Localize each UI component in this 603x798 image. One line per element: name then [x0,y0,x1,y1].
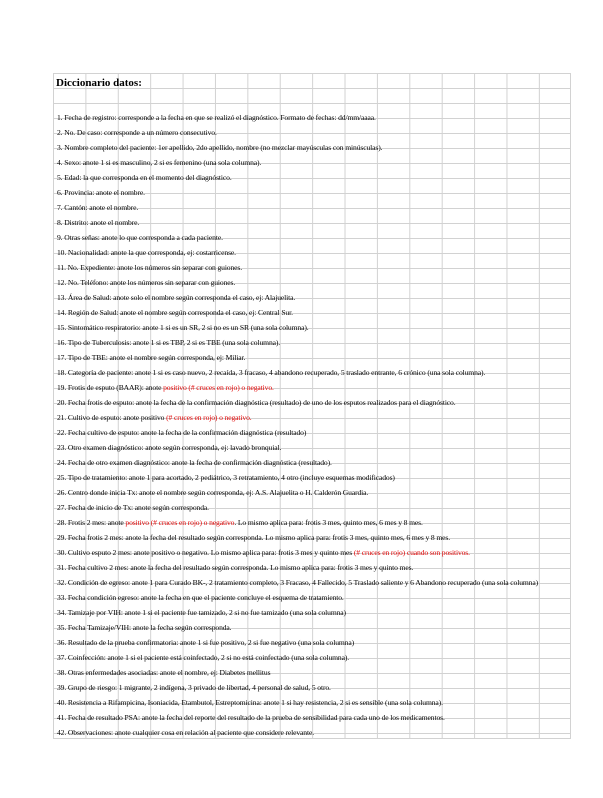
row-text: 42. Observaciones: anote cualquier cosa en relación al paciente que considere relevante. [57,728,314,737]
dictionary-row [53,620,571,635]
row-text: 5. Edad: la que corresponda en el momento del diagnóstico. [57,173,232,182]
dictionary-row [53,560,571,575]
row-text: 19. Frotis de esputo (BAAR): anote [57,383,164,392]
row-text: 10. Nacionalidad: anote la que corresponda, ej: costarricense. [57,248,236,257]
dictionary-row [53,695,571,710]
row-text: 14. Región de Salud: anote el nombre según corresponda el caso, ej: Central Sur. [57,308,293,317]
row-text: 32. Condición de egreso: anote 1 para Curado BK-, 2 tratamiento completo, 3 Fracaso, 4 Fallecido, 5 Traslado saliente y 6 Abandono recuperado (una sola columna) [57,578,539,587]
row-text: 39. Grupo de riesgo: 1 migrante, 2 indígena, 3 privado de libertad, 4 personal de salud, 5 otro. [57,683,331,692]
dictionary-row [53,410,571,425]
dictionary-row [53,170,571,185]
row-text: 11. No. Expediente: anote los números sin separar con guiones. [57,263,243,272]
dictionary-row [53,260,571,275]
dictionary-row [53,335,571,350]
dictionary-row [53,590,571,605]
row-text: 41. Fecha de resultado PSA: anote la fecha del reporte del resultado de la prueba de sensibilidad para cada uno de los medicamentos. [57,713,445,722]
dictionary-row [53,455,571,470]
row-text: 27. Fecha de inicio de Tx: anote según corresponda. [57,503,209,512]
dictionary-row [53,545,571,560]
row-text: 34. Tamizaje por VIH: anote 1 si el paciente fue tamizado, 2 si no fue tamizado (una sola columna) [57,608,346,617]
row-text: 2. No. De caso: corresponde a un número consecutivo. [57,128,217,137]
row-text: 35. Fecha Tamizaje/VIH: anote la fecha según corresponda. [57,623,232,632]
dictionary-row [53,215,571,230]
dictionary-row [53,530,571,545]
dictionary-row [53,245,571,260]
row-text: 26. Centro donde inicia Tx: anote el nombre según corresponda, ej: A.S. Alajuelita o H. Calderón Guardia. [57,488,369,497]
row-text: 7. Cantón: anote el nombre. [57,203,139,212]
dictionary-row [53,200,571,215]
dictionary-row [53,380,571,395]
dictionary-row [53,500,571,515]
row-text: 29. Fecha frotis 2 mes: anote la fecha del resultado según corresponda. Lo mismo aplica para: frotis 3 mes, quinto mes, 6 mes y 8 mes. [57,533,451,542]
dictionary-row [53,230,571,245]
dictionary-row [53,470,571,485]
row-text: 15. Sintomático respiratorio: anote 1 si es un SR, 2 si no es un SR (una sola columna). [57,323,309,332]
row-text: 12. No. Teléfono: anote los números sin separar con guiones. [57,278,236,287]
dictionary-row [53,650,571,665]
row-text: 25. Tipo de tratamiento: anote 1 para acortado, 2 pediátrico, 3 retratamiento, 4 otro (incluye esquemas modificados) [57,473,395,482]
row-text: 38. Otras enfermedades asociadas: anote el nombre, ej: Diabetes mellitus [57,668,271,677]
highlighted-text: (# cruces en rojo) o negativo. [166,413,252,422]
dictionary-row [53,110,571,125]
spreadsheet-grid [53,73,571,739]
row-text: 21. Cultivo de esputo: anote positivo [57,413,167,422]
row-text: 20. Fecha frotis de esputo: anote la fecha de la confirmación diagnóstica (resultado) de uno de los esputos realizados para el diagnóstico. [57,398,456,407]
dictionary-row [53,575,571,590]
row-text: . Lo mismo aplica para: frotis 3 mes, quinto mes, 6 mes y 8 mes. [234,518,423,527]
dictionary-row [53,395,571,410]
dictionary-row [53,425,571,440]
row-text: 16. Tipo de Tuberculosis: anote 1 si es TBP, 2 si es TBE (una sola columna). [57,338,281,347]
highlighted-text: (# cruces en rojo) cuando son positivos. [353,548,470,557]
dictionary-row [53,305,571,320]
row-text: 18. Categoría de paciente: anote 1 si es caso nuevo, 2 recaída, 3 fracaso, 4 abandono recuperado, 5 traslado entrante, 6 crónico (una sola columna). [57,368,486,377]
dictionary-row [53,635,571,650]
row-text: 28. Frotis 2 mes: anote [57,518,126,527]
row-text: 4. Sexo: anote 1 si es masculino, 2 si es femenino (una sola columna). [57,158,262,167]
row-text: 23. Otro examen diagnóstico: anote según corresponda, ej: lavado bronquial. [57,443,282,452]
dictionary-row [53,515,571,530]
dictionary-row [53,350,571,365]
highlighted-text: positivo (# cruces en rojo) o negativo [125,518,235,527]
dictionary-row [53,710,571,725]
row-text: 13. Área de Salud: anote solo el nombre según corresponda el caso, ej: Alajuelita. [57,293,296,302]
row-text: 6. Provincia: anote el nombre. [57,188,145,197]
dictionary-row [53,155,571,170]
dictionary-row [53,290,571,305]
dictionary-rows [53,110,571,740]
row-text: 33. Fecha condición egreso: anote la fecha en que el paciente concluye el esquema de tratamiento. [57,593,344,602]
row-text: 9. Otras señas: anote lo que corresponda a cada paciente. [57,233,223,242]
row-text: 37. Coinfección: anote 1 si el paciente está coinfectado, 2 si no está coinfectado (una sola columna). [57,653,350,662]
dictionary-row [53,485,571,500]
dictionary-row [53,365,571,380]
sheet-title: Diccionario datos: [56,77,142,89]
row-text: 40. Resistencia a Rifampicina, Isoniacida, Etambutol, Estreptomicina: anote 1 si hay resistencia, 2 si es sensible (una sola columna). [57,698,443,707]
dictionary-row [53,185,571,200]
row-text: 3. Nombre completo del paciente: 1er apellido, 2do apellido, nombre (no mezclar mayúsculas con minúsculas). [57,143,383,152]
row-text: 31. Fecha cultivo 2 mes: anote la fecha del resultado según corresponda. Lo mismo aplica para: frotis 3 mes y quinto mes. [57,563,414,572]
row-text: 17. Tipo de TBE: anote el nombre según corresponda, ej: Miliar. [57,353,246,362]
highlighted-text: positivo (# cruces en rojo) o negativo. [163,383,274,392]
dictionary-row [53,140,571,155]
dictionary-row [53,440,571,455]
row-text: 8. Distrito: anote el nombre. [57,218,140,227]
dictionary-row [53,725,571,740]
dictionary-row [53,275,571,290]
row-text: 22. Fecha cultivo de esputo: anote la fecha de la confirmación diagnóstica (resultado) [57,428,307,437]
row-text: 36. Resultado de la prueba confirmatoria: anote 1 si fue positivo, 2 si fue negativo (una sola columna) [57,638,355,647]
row-text: 1. Fecha de registro: corresponde a la fecha en que se realizó el diagnóstico. Formato de fechas: dd/mm/aaaa. [57,113,376,122]
dictionary-row [53,320,571,335]
row-text: 24. Fecha de otro examen diagnóstico: anote la fecha de confirmación diagnóstica (resultado). [57,458,332,467]
dictionary-row [53,605,571,620]
row-text: 30. Cultivo esputo 2 mes: anote positivo o negativo. Lo mismo aplica para: frotis 3 mes y quinto mes [57,548,354,557]
dictionary-row [53,680,571,695]
dictionary-row [53,665,571,680]
dictionary-row [53,125,571,140]
